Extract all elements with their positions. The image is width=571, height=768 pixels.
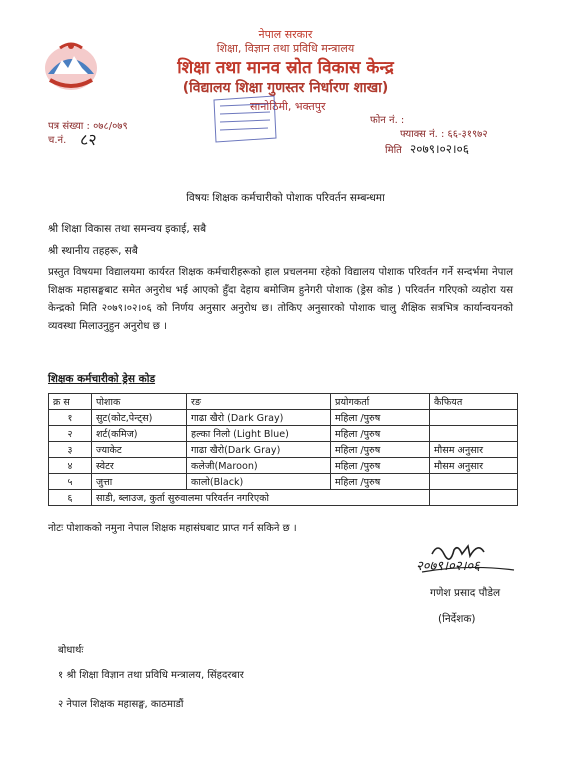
cell-dress: शर्ट(कमिज) [92,426,187,442]
cell-user: महिला /पुरुष [331,410,430,426]
cell-user: महिला /पुरुष [331,442,430,458]
col-dress: पोशाक [92,394,187,410]
cc-item: २ नेपाल शिक्षक महासङ्घ, काठमाडौं [58,699,184,710]
cell-serial: ४ [49,458,92,474]
dispatch-label: च.नं. [48,135,67,146]
note-text: नोटः पोशाकको नमुना नेपाल शिक्षक महासंघबाट प्राप्त गर्न सकिने छ । [48,523,297,534]
date-label: मिति [385,145,402,156]
header-government: नेपाल सरकार [258,28,313,41]
table-header-row [49,394,518,410]
cell-remarks [430,426,518,442]
cell-dress: स्वेटर [92,458,187,474]
cell-user: महिला /पुरुष [331,474,430,490]
cell-serial: १ [49,410,92,426]
cell-serial: २ [49,426,92,442]
cc-item: १ श्री शिक्षा विज्ञान तथा प्रविधि मन्त्रालय, सिंहदरबार [58,670,244,681]
cell-user: महिला /पुरुष [331,458,430,474]
office-stamp-icon [208,92,280,144]
header-section: (विद्यालय शिक्षा गुणस्तर निर्धारण शाखा) [182,80,389,96]
signer-role: (निर्देशक) [438,613,476,625]
cell-serial: ६ [49,490,92,506]
cell-merged-note: साडी, ब्लाउज, कुर्ता सुरुवालमा परिवर्तन नगरिएको [92,490,430,506]
signer-name: गणेश प्रसाद पौडेल [430,587,501,599]
dispatch-number: ८२ [80,130,97,149]
table-row [49,490,518,506]
table-row [49,410,518,426]
cell-remarks [430,490,518,506]
header-center: शिक्षा तथा मानव स्रोत विकास केन्द्र [177,58,394,78]
table-row [49,426,518,442]
cell-remarks [430,474,518,490]
cell-color: कलेजी(Maroon) [187,458,331,474]
cell-dress: ज्याकेट [92,442,187,458]
cell-remarks: मौसम अनुसार [430,442,518,458]
cell-color: कालो(Black) [187,474,331,490]
table-row [49,458,518,474]
letter-number: पत्र संख्या : ०७८/०७९ [48,121,128,132]
dress-code-table [48,393,518,506]
cell-color: गाढा खैरो(Dark Gray) [187,442,331,458]
header-ministry: शिक्षा, विज्ञान तथा प्रविधि मन्त्रालय [216,42,355,55]
date-value: २०७९।०२।०६ [410,142,470,156]
cell-user: महिला /पुरुष [331,426,430,442]
cell-dress: सुट(कोट,पेन्ट्स) [92,410,187,426]
cell-dress: जुत्ता [92,474,187,490]
col-color: रङ [187,394,331,410]
table-row [49,442,518,458]
signature-date: २०७९।०२।०६ [416,559,480,574]
cell-color: हल्का निलो (Light Blue) [187,426,331,442]
col-serial: क्र स [49,394,92,410]
cell-color: गाढा खैरो (Dark Gray) [187,410,331,426]
recipient-2: श्री स्थानीय तहहरू, सबै [48,245,138,257]
phone-label: फोन नं. : [370,115,405,126]
cell-remarks: मौसम अनुसार [430,458,518,474]
recipient-1: श्री शिक्षा विकास तथा समन्वय इकाई, सबै [48,223,207,235]
table-title: शिक्षक कर्मचारीको ड्रेस कोड [48,373,156,385]
cell-serial: ५ [49,474,92,490]
subject-line: विषयः शिक्षक कर्मचारीको पोशाक परिवर्तन सम्बन्धमा [186,192,385,204]
col-remarks: कैफियत [430,394,518,410]
body-paragraph: प्रस्तुत विषयमा विद्यालयमा कार्यरत शिक्षक कर्मचारीहरूको हाल प्रचलनमा रहेको विद्यालय पोशाक परिवर्तन गर्ने सन्दर्भमा नेपाल शिक्षक महासङ्घबाट समेत अनुरोध भई आएको हुँदा देहाय बमोजिम हुनेगरी पोशाक (ड्रेस कोड ) परिवर्तन गरिएको व्यहोरा यस केन्द्रको मिति २०७९।०२।०६ को निर्णय अनुसार अनुरोध छ। तोकिए अनुसारको पोशाक चालु शैक्षिक सत्रभित्र कार्यान्वयनको व्यवस्था मिलाउनुहुन अनुरोध छ । [48,267,513,332]
cc-label: बोधार्थः [58,645,84,656]
table-row [49,474,518,490]
cell-remarks [430,410,518,426]
cell-serial: ३ [49,442,92,458]
col-user: प्रयोगकर्ता [331,394,430,410]
fax-label: फ्याक्स नं. : ६६-३१९७२ [400,129,488,140]
header-location: सानोठिमी, भक्तपुर [250,100,326,113]
